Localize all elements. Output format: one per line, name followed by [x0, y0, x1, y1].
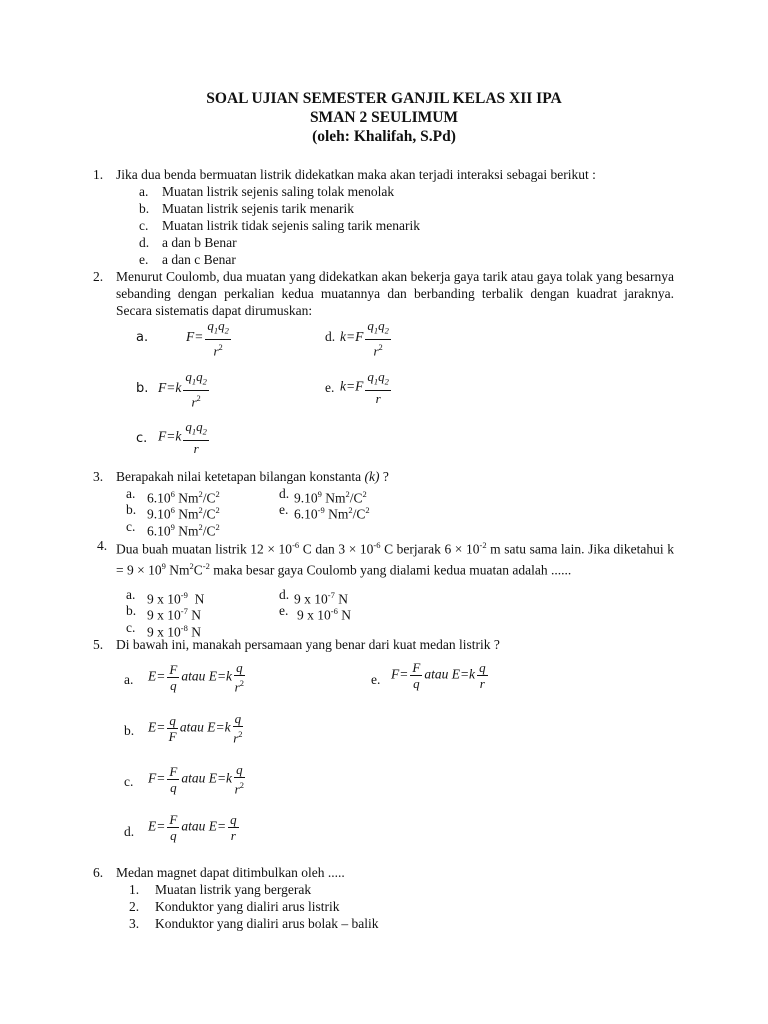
option-label: e. [371, 672, 381, 687]
option-label: a. [126, 486, 136, 501]
option-label: d. [325, 329, 336, 344]
formula-e: F= $\frac{F}{q}$ atau E=k $\frac{q}{r}$ [391, 660, 486, 691]
option-label: b. [136, 381, 149, 396]
option-label: d. [139, 235, 150, 250]
formula-a: E= $\frac{F}{q}$ atau E=k $\frac{q}{r^2}$ [148, 660, 244, 695]
page-title: SOAL UJIAN SEMESTER GANJIL KELAS XII IPA [206, 90, 562, 107]
option-text: 9.10$^6$ $Nm^2/C^2$ [147, 505, 220, 522]
item-label: 2. [129, 899, 140, 914]
option-text: 9 x $10^{-7}$ N [147, 606, 201, 623]
item-label: 3. [129, 916, 140, 931]
option-label: a. [136, 330, 149, 345]
option-label: e. [279, 502, 289, 517]
option-label: a. [124, 672, 134, 687]
option-label: c. [124, 774, 134, 789]
option-text: Muatan listrik sejenis tarik menarik [162, 201, 354, 216]
question-text: Dua buah muatan listrik $12 \times 10^{-6}$ C dan $3 \times 10^{-6}$ C berjarak $6 \times 10^{-2}$ m satu sama lain. Jika diketahui $k = 9 \times 10^9$ $Nm^2C^{-2}$ maka besar gaya Coulomb yang dialami kedua muatan adalah ...... [116, 540, 674, 577]
option-text: 9.10$^9$ $Nm^2/C^2$ [294, 489, 367, 506]
formula-d: k=F $\frac{q_1q_2}{r^2}$ [340, 318, 389, 358]
option-text: Muatan listrik tidak sejenis saling tarik menarik [162, 218, 420, 233]
option-label: c. [126, 620, 136, 635]
option-text: 6.10$^6$ $Nm^2/C^2$ [147, 489, 220, 506]
option-label: a. [139, 184, 149, 199]
option-label: d. [124, 824, 135, 839]
formula-c: F= $\frac{F}{q}$ atau E=k $\frac{q}{r^2}$ [148, 762, 244, 797]
question-number: 4. [97, 538, 108, 553]
question-number: 5. [93, 637, 104, 652]
option-label: a. [126, 587, 136, 602]
option-text: 9 x $10^{-6}$ N [297, 606, 351, 623]
option-label: e. [139, 252, 149, 267]
option-text: 9 x $10^{-9}$ N [147, 590, 205, 607]
formula-c: F=k $\frac{q_1q_2}{r}$ [158, 419, 207, 456]
formula-a: F= $\frac{q_1q_2}{r^2}$ [186, 318, 229, 358]
option-label: b. [126, 502, 137, 517]
formula-b: E= $\frac{q}{F}$ atau E=k $\frac{q}{r^2}$ [148, 711, 243, 746]
question-text: Jika dua benda bermuatan listrik didekatkan maka akan terjadi interaksi sebagai berikut : [116, 167, 596, 182]
option-label: c. [139, 218, 149, 233]
formula-b: F=k $\frac{q_1q_2}{r^2}$ [158, 369, 207, 409]
option-text: 9 x $10^{-7}$ N [294, 590, 348, 607]
formula-d: E= $\frac{F}{q}$ atau E= $\frac{q}{r}$ [148, 812, 237, 843]
option-label: e. [279, 603, 289, 618]
question-number: 6. [93, 865, 104, 880]
question-text: Menurut Coulomb, dua muatan yang didekatkan akan bekerja gaya tarik atau gaya tolak yang besarnya sebanding dengan perkalian kedua muatannya dan berbanding terbalik dengan kuadrat jaraknya. Secara sistematis dapat dirumuskan: [116, 269, 674, 318]
option-text: 9 x $10^{-8}$ N [147, 623, 201, 640]
author-line: (oleh: Khalifah, S.Pd) [312, 128, 456, 145]
question-text: Medan magnet dapat ditimbulkan oleh ..... [116, 865, 345, 880]
option-text: a dan c Benar [162, 252, 236, 267]
option-label: e. [325, 380, 335, 395]
item-text: Konduktor yang dialiri arus listrik [155, 899, 340, 914]
question-text: Di bawah ini, manakah persamaan yang benar dari kuat medan listrik ? [116, 637, 500, 652]
option-label: d. [279, 486, 290, 501]
option-text: $6.10^{-9}$ $Nm^2/C^2$ [294, 505, 370, 522]
item-text: Konduktor yang dialiri arus bolak – balik [155, 916, 379, 931]
question-number: 2. [93, 269, 104, 284]
option-label: c. [126, 519, 136, 534]
option-text: Muatan listrik sejenis saling tolak menolak [162, 184, 395, 199]
question-number: 1. [93, 167, 104, 182]
item-label: 1. [129, 882, 140, 897]
option-label: b. [124, 723, 135, 738]
item-text: Muatan listrik yang bergerak [155, 882, 312, 897]
option-label: d. [279, 587, 290, 602]
question-text: Berapakah nilai ketetapan bilangan konstanta (k) ? [116, 469, 389, 484]
option-label: b. [139, 201, 150, 216]
option-text: 6.10$^9$ $Nm^2/C^2$ [147, 522, 220, 539]
formula-e: k=F $\frac{q_1q_2}{r}$ [340, 369, 389, 406]
option-text: a dan b Benar [162, 235, 237, 250]
option-label: c. [136, 431, 148, 446]
question-number: 3. [93, 469, 104, 484]
school-name: SMAN 2 SEULIMUM [309, 109, 459, 126]
option-label: b. [126, 603, 137, 618]
